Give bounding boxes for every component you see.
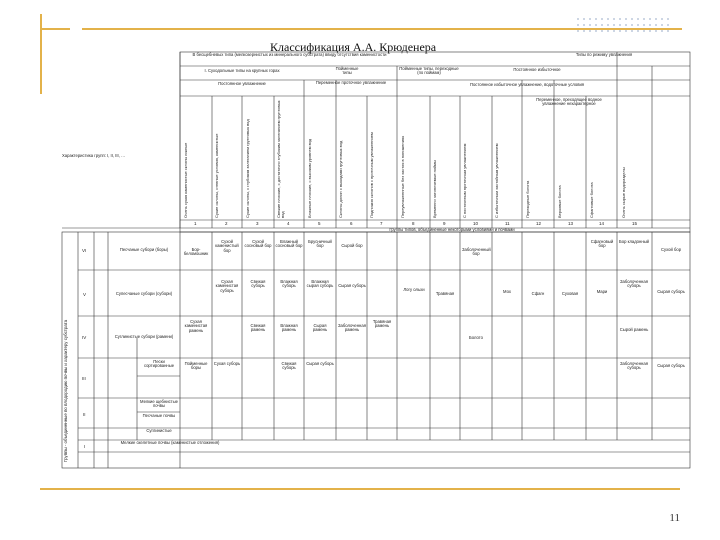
column-number-5: 5 (318, 221, 321, 226)
column-number-8: 8 (412, 221, 415, 226)
row-label-II: Мелкие щебнистые почвы (140, 399, 178, 409)
cell-IV-6: Травяная рамень (372, 319, 392, 329)
cell-II-1: Песчаные почвы (142, 413, 176, 418)
header-column-3: Сухие склоны, с глубоким залеганием грунтовых вод (245, 119, 250, 218)
cell-V-9: Сфагн (531, 291, 545, 296)
cell-V-2: Свежая суборь (250, 279, 266, 289)
cell-V-8: Мох (503, 289, 511, 294)
cell-VI-3: Сухой сосновый бор (244, 239, 272, 249)
cell-V-3: Влажная суборь (280, 279, 298, 289)
cell-V-10: Суховая (561, 291, 579, 296)
column-number-2: 2 (225, 221, 228, 226)
cell-V-6: Логу ольхи (403, 287, 425, 292)
cell-IV-4: Сырая рамень (312, 323, 328, 333)
cell-V-7: Травяная (435, 291, 455, 296)
row-roman-IV: IV (82, 335, 87, 340)
row-label-III: Пески сортированные (143, 359, 175, 369)
cell-III-5: Заболоченная суборь (620, 361, 648, 371)
document-title: Классификация А.А. Крюденера (270, 40, 437, 54)
cell-V-11: Мари (596, 289, 608, 294)
header-column-11: С избыточным застойным увлажнением (494, 143, 499, 218)
header-column-8: Переувлажненные без застоя в понижениях (400, 135, 405, 218)
cell-VI-2: Сухой каменистый бор (215, 239, 239, 253)
header-column-14: Сфагновые болота (589, 182, 594, 218)
column-number-6: 6 (350, 221, 353, 226)
row-roman-III: III (82, 376, 86, 381)
sub-header-5: Постоянное увлажнение (218, 81, 266, 86)
cell-VI-8: Сфагновый бор (590, 239, 614, 249)
row-roman-V: V (83, 292, 87, 297)
header-column-15: Очень сырые водоразделы (621, 167, 626, 218)
cell-IV-3: Влажная рамень (280, 323, 298, 333)
decorative-horizontal-line-left (40, 28, 70, 30)
column-number-12: 12 (536, 221, 542, 226)
left-axis-label: Характеристика групп: I, II, III, … (62, 153, 126, 158)
cell-III-4: Сырая суборь (306, 361, 334, 366)
row-roman-II: II (83, 412, 86, 417)
cell-IV-8: Сырой рамень (619, 327, 649, 332)
cell-III-1: Пойменные боры (184, 361, 208, 371)
sub-header-2: Пойменные типы (335, 66, 359, 76)
cell-III-6: Сырая суборь (657, 363, 685, 368)
cell-VI-1: Бор-беломошник (183, 247, 209, 257)
cell-VI-7: Заболоченный бор (462, 247, 491, 257)
cell-IV-1: Сухая каменистая рамень (184, 319, 208, 333)
header-column-4: Свежие плоские, с достаточно глубоким залеганием грунтовых вод (276, 100, 286, 218)
row-label-IV: Суглинистые субори (рамени) (114, 334, 174, 339)
row-roman-I: I (84, 444, 86, 449)
sub-header-3: Пойменные типы, переходные (по поймам) (399, 66, 459, 76)
cell-V-5: Сырая суборь (338, 283, 366, 288)
cell-VI-5: Брусничный бор (308, 239, 332, 249)
column-number-11: 11 (505, 221, 510, 226)
vertical-axis-label: Группы - объединенные по плодородию почвы и характеру субстрата (63, 319, 68, 462)
cell-VI-4: Влажный сосновый бор (275, 239, 303, 249)
cell-V-12: Заболоченная суборь (620, 279, 648, 289)
row-band-label: Группы типов, объединенные некоторыми условиями и почвами (389, 227, 515, 232)
decorative-bottom-line (40, 488, 680, 490)
row-label-VI: Песчаные субори (боры) (119, 247, 169, 252)
column-number-15: 15 (632, 221, 638, 226)
page-number: 11 (669, 512, 680, 524)
sub-header-4: Постоянное избыточное увлажнение, водоточные условия (469, 82, 585, 87)
header-column-13: Верховые болота (557, 185, 562, 218)
decorative-dot-pattern (575, 16, 670, 34)
cell-V-4: Влажная сырая суборь (306, 279, 334, 289)
header-column-12: Переходные болота (525, 180, 530, 218)
column-number-4: 4 (287, 221, 290, 226)
row-roman-VI: VI (82, 248, 87, 253)
cell-IV-2: Свежая рамень (250, 323, 266, 333)
row-label-I: Мелкие скелетные почвы (каменистые отложения) (120, 440, 220, 445)
cell-V-13: Сырая суборь (657, 289, 685, 294)
cell-VI-6: Сырой бор (341, 243, 363, 248)
sub-header-6: Переменное проточное увлажнение (315, 80, 387, 85)
cell-III-3: Свежая суборь (281, 361, 297, 371)
column-number-10: 10 (473, 221, 479, 226)
header-column-10: С постоянным проточным увлажнением (462, 143, 467, 218)
column-number-14: 14 (599, 221, 605, 226)
column-number-1: 1 (194, 221, 197, 226)
column-number-7: 7 (380, 221, 383, 226)
header-column-1: Очень сухая каменистые склоны южные (183, 142, 188, 218)
cell-IV-5: Заболоченная рамень (338, 323, 366, 333)
right-sub-header: Постоянное избыточное (513, 67, 561, 72)
cell-V-1: Сухая каменистая суборь (215, 279, 239, 293)
top-left-header: В бесщебневых типа (мелкозернистых из минерального субстрата) ввиду отсутствия каменистости (192, 52, 387, 57)
cell-VI-9: Бор кладонный (619, 239, 649, 244)
header-column-7: Подножия склонов с проточным увлажнением (369, 132, 374, 218)
scanned-classification-table (42, 40, 694, 472)
cell-VI-10: Сухой бор (660, 247, 682, 252)
header-column-2: Сухие склоны, степные условия, каменистые (214, 133, 219, 218)
cell-IV-7: Болото (469, 335, 483, 340)
column-number-9: 9 (443, 221, 446, 226)
header-column-5: Влажные плоские, с высоким уровнем вод (307, 138, 312, 218)
header-column-9: Временно затопляемые поймы (432, 160, 437, 218)
header-column-6: Склоны долин с выходами грунтовых вод (338, 140, 343, 218)
cell-II-2: Суглинистые (146, 428, 172, 433)
top-right-header: Типы по режиму увлажнения (575, 52, 633, 57)
row-label-V: Супесчаные субори (субори) (115, 291, 173, 296)
cell-III-2: Сухая суборь (213, 361, 241, 366)
sub-header-1: I. Суходольные типы на крупных горах (204, 68, 280, 73)
column-number-13: 13 (568, 221, 574, 226)
column-number-3: 3 (256, 221, 259, 226)
sub-header-7: Переменное, преходящее водное увлажнение нехарактерное (536, 97, 602, 107)
